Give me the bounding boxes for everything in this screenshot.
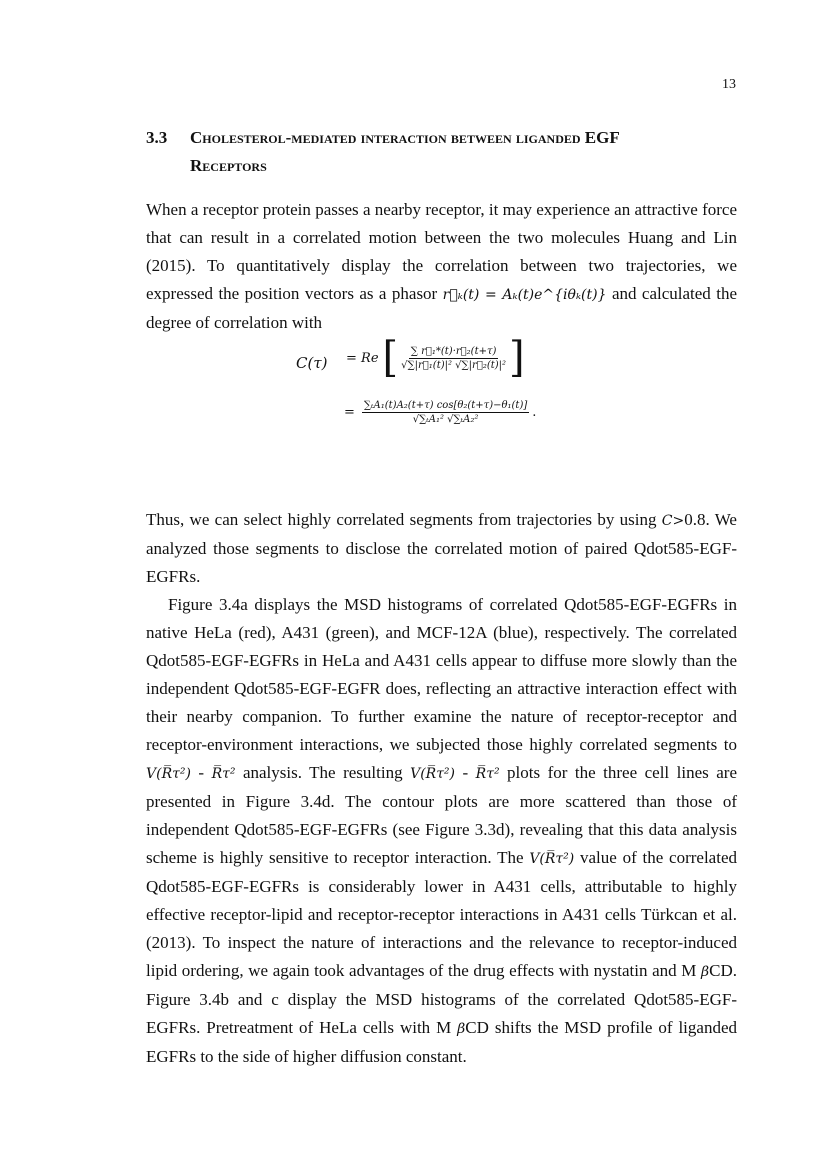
beta-symbol-1: β: [701, 964, 710, 980]
left-bracket: [: [382, 333, 399, 383]
para3-text-8: CD shifts the MSD profile of liganded EGFRs to the side of higher diffusion constant.: [146, 1018, 737, 1066]
para3-text-1: Figure 3.4a displays the MSD histograms of correlated Qdot585-EGF-EGFRs in native HeLa (red), A431 (green), and MCF-12A (blue), respectively. The correlated Qdot585-EGF-EGFRs in HeLa and A431 cells appear to diffuse more slowly than the independent Qdot585-EGF-EGFR does, reflecting an attractive interaction effect with their nearby companion. To further examine the nature of receptor-receptor and receptor-environment interactions, we subjected those highly correlated segments to: [146, 595, 737, 754]
page-number: 13: [722, 77, 736, 92]
para3-text-7: CD. Figure 3.4b and c display the MSD histograms of the correlated Qdot585-EGF-EGFRs. Pretreatment of HeLa cells with M: [146, 961, 737, 1037]
paragraph-3: [146, 591, 737, 1071]
section-title-line2: Receptors: [190, 156, 267, 175]
line2-numerator: ∑ₜA₁(t)A₂(t+τ) cos[θ₂(t+τ)−θ₁(t)]: [363, 400, 528, 411]
section-number: 3.3: [146, 128, 168, 147]
line2-denominator: √∑ₜA₁² √∑ₜA₂²: [412, 414, 479, 425]
equation-line2-suffix: .: [532, 405, 537, 420]
para3-text-3: analysis. The resulting: [235, 763, 411, 782]
para3-text-2: -: [190, 763, 212, 782]
mean-expression-2: R̅τ²: [475, 766, 500, 782]
variance-expression-1: V(R̅τ²): [146, 766, 191, 782]
line1-denominator: √∑|r⃗₁(t)|² √∑|r⃗₂(t)|²: [401, 359, 507, 371]
para3-text-5: plots for the three cell lines are presented in Figure 3.4d. The contour plots are more scattered than those of independent Qdot585-EGF-EGFRs (see Figure 3.3d), revealing that this data analysis scheme is highly sensitive to receptor interaction. The: [146, 763, 737, 867]
para1-text-b: and calculated the degree of correlation with: [146, 284, 737, 332]
section-title-line1: Cholesterol-mediated interaction between liganded EGF: [190, 128, 620, 147]
para3-text-6: value of the correlated Qdot585-EGF-EGFRs is considerably lower in A431 cells, attributable to highly effective receptor-lipid and receptor-receptor interactions in A431 cells Türkcan et al. (2013). To inspect the nature of interactions and the relevance to receptor-induced lipid ordering, we again took advantages of the drug effects with nystatin and M: [146, 848, 737, 980]
paragraph-1: [146, 196, 737, 337]
variance-expression-3: V(R̅τ²): [529, 851, 575, 867]
equation-line1-prefix: = Re: [346, 350, 379, 366]
variance-expression-2: V(R̅τ²): [410, 766, 456, 782]
para2-text-a: Thus, we can select highly correlated segments from trajectories by using: [146, 510, 662, 529]
phasor-expression: r⃗ₖ(t) = Aₖ(t)e^{iθₖ(t)}: [442, 287, 607, 303]
beta-symbol-2: β: [457, 1021, 466, 1037]
right-bracket: ]: [509, 333, 525, 383]
equation-line2-prefix: =: [344, 405, 355, 420]
equation-lhs: C(τ): [296, 354, 328, 372]
para2-text-b: 0.8. We analyzed those segments to disclose the correlated motion of paired Qdot585-EGF-EGFRs.: [146, 510, 737, 586]
threshold-expression: C>: [661, 513, 685, 529]
correlation-equation: [290, 333, 590, 448]
section-heading: [146, 124, 738, 180]
para3-text-4: -: [455, 763, 476, 782]
para1-text-a: When a receptor protein passes a nearby receptor, it may experience an attractive force that can result in a correlated motion between the two molecules Huang and Lin (2015). To quantitatively display the correlation between two trajectories, we expressed the position vectors as a phasor: [146, 200, 737, 303]
line1-numerator: ∑ r⃗₁*(t)·r⃗₂(t+τ): [410, 345, 497, 357]
mean-expression-1: R̅τ²: [211, 766, 236, 782]
equation-line1-fraction: [401, 346, 506, 371]
equation-line2-fraction: [362, 400, 529, 425]
paragraph-2: [146, 506, 737, 1071]
